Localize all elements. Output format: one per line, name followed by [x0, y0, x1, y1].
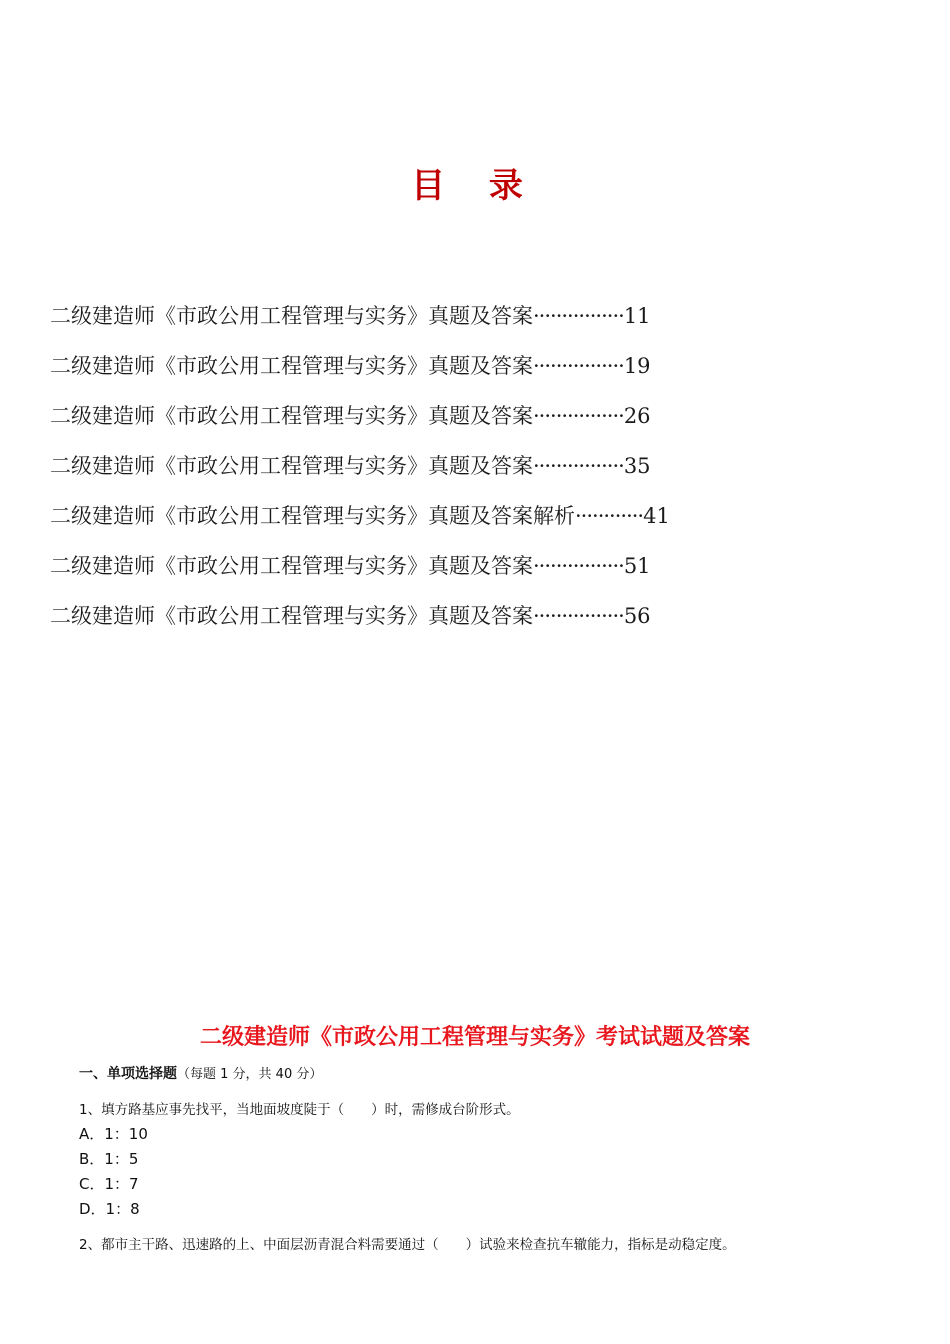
toc-entry-text: 二级建造师《市政公用工程管理与实务》真题及答案	[50, 554, 533, 578]
toc-title: 目 录	[411, 166, 539, 206]
toc-entry-text: 二级建造师《市政公用工程管理与实务》真题及答案	[50, 404, 533, 428]
section-heading-note: （每题 1 分，共 40 分）	[177, 1067, 323, 1082]
toc-entry[interactable]	[50, 498, 670, 548]
toc-entry-text: 二级建造师《市政公用工程管理与实务》真题及答案	[50, 304, 533, 328]
toc-entry[interactable]	[50, 598, 670, 648]
toc-entry[interactable]	[50, 448, 670, 498]
section-heading	[79, 1062, 899, 1086]
toc-page-number: 41	[643, 504, 670, 528]
toc-entry[interactable]	[50, 348, 670, 398]
question-1-text: 1、填方路基应事先找平，当地面坡度陡于（ ）时，需修成台阶形式。	[79, 1102, 520, 1118]
toc-entry[interactable]	[50, 398, 670, 448]
toc-entry-text: 二级建造师《市政公用工程管理与实务》真题及答案	[50, 454, 533, 478]
toc-leader-dots: ················	[533, 604, 624, 628]
toc-leader-dots: ················	[533, 354, 624, 378]
question-2-text: 2、都市主干路、迅速路的上、中面层沥青混合料需要通过（ ）试验来检查抗车辙能力，指标是动稳定度。	[79, 1237, 736, 1253]
section-heading-label: 一、单项选择题	[79, 1066, 177, 1082]
toc-entry-text: 二级建造师《市政公用工程管理与实务》真题及答案解析	[50, 504, 575, 528]
toc-leader-dots: ················	[533, 454, 624, 478]
question-1-option-c: C．1：7	[79, 1175, 139, 1193]
question-1-option-b: B．1：5	[79, 1150, 139, 1168]
question-1-option-d: D．1：8	[79, 1200, 140, 1218]
toc-leader-dots: ············	[575, 504, 644, 528]
toc-leader-dots: ················	[533, 554, 624, 578]
toc-entry[interactable]	[50, 548, 670, 598]
toc-page-number: 51	[623, 554, 651, 578]
toc-leader-dots: ················	[533, 404, 624, 428]
question-1-option-a: A．1：10	[79, 1125, 148, 1143]
toc-page-number: 56	[623, 604, 651, 628]
exam-section	[0, 1018, 950, 1253]
exam-title: 二级建造师《市政公用工程管理与实务》考试试题及答案	[199, 1025, 750, 1050]
toc-page-number: 19	[623, 354, 651, 378]
toc-entry[interactable]	[50, 298, 670, 348]
toc-entry-text: 二级建造师《市政公用工程管理与实务》真题及答案	[50, 604, 533, 628]
exam-body	[79, 1062, 899, 1257]
toc-page-number: 35	[623, 454, 651, 478]
toc-page-number: 26	[623, 404, 651, 428]
toc-leader-dots: ················	[533, 304, 624, 328]
toc-page-number: 11	[623, 304, 651, 328]
toc-list	[50, 298, 670, 648]
toc-entry-text: 二级建造师《市政公用工程管理与实务》真题及答案	[50, 354, 533, 378]
